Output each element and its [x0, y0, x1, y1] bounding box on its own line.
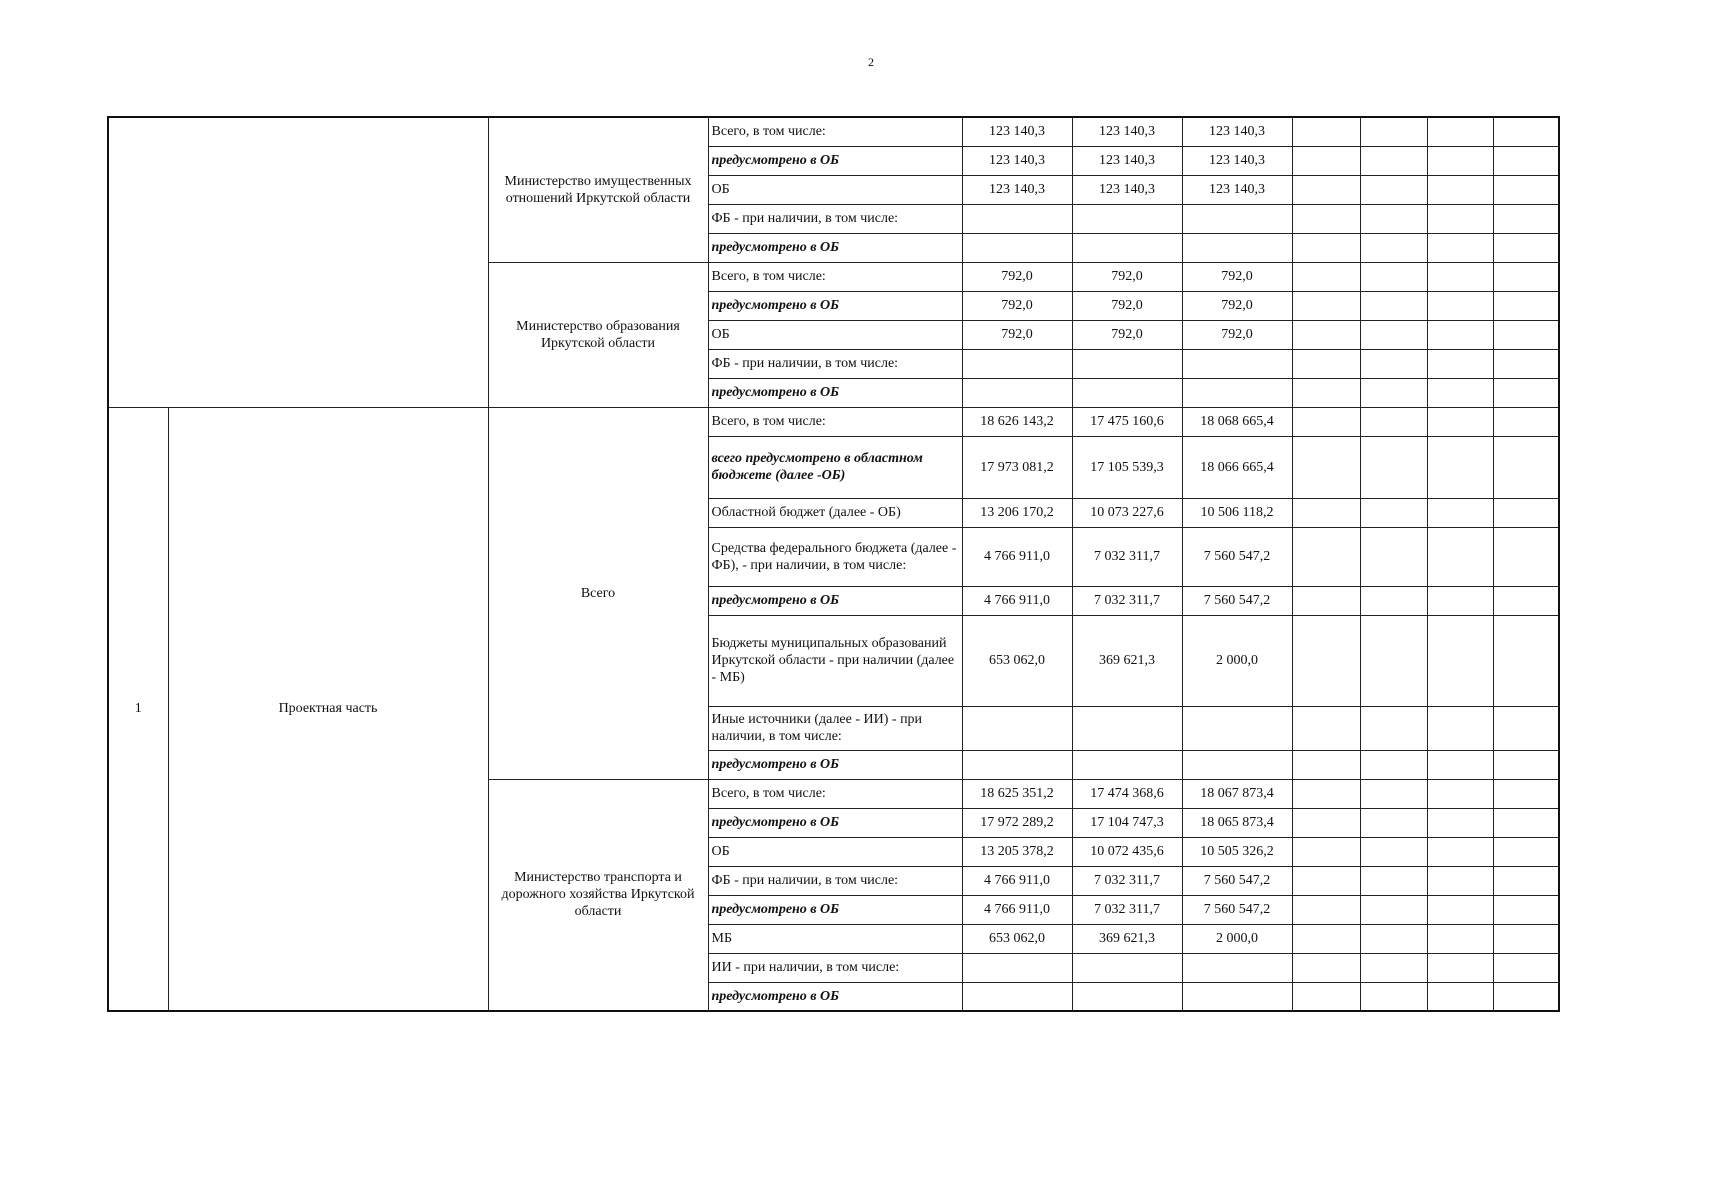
empty-cell [1493, 779, 1559, 808]
empty-cell [1493, 349, 1559, 378]
empty-cell [1493, 586, 1559, 615]
row-label: Средства федерального бюджета (далее - ФБ), - при наличии, в том числе: [708, 527, 962, 586]
row-label: Всего, в том числе: [708, 117, 962, 146]
empty-cell [1292, 349, 1360, 378]
value-cell [1182, 233, 1292, 262]
value-cell [962, 204, 1072, 233]
value-cell [962, 233, 1072, 262]
value-cell: 10 506 118,2 [1182, 498, 1292, 527]
empty-cell [1427, 615, 1493, 706]
value-cell [1072, 349, 1182, 378]
value-cell: 17 105 539,3 [1072, 436, 1182, 498]
empty-cell [1292, 527, 1360, 586]
value-cell: 123 140,3 [962, 117, 1072, 146]
empty-cell [1292, 291, 1360, 320]
empty-cell [1292, 866, 1360, 895]
value-cell: 13 205 378,2 [962, 837, 1072, 866]
row-label: предусмотрено в ОБ [708, 146, 962, 175]
empty-cell [1493, 204, 1559, 233]
empty-cell [1360, 378, 1427, 407]
value-cell: 123 140,3 [1182, 146, 1292, 175]
value-cell: 792,0 [1072, 262, 1182, 291]
value-cell: 123 140,3 [1072, 117, 1182, 146]
empty-cell [1292, 233, 1360, 262]
empty-cell [1493, 982, 1559, 1011]
empty-cell [1427, 175, 1493, 204]
value-cell: 4 766 911,0 [962, 527, 1072, 586]
row-label: предусмотрено в ОБ [708, 586, 962, 615]
empty-cell [1493, 615, 1559, 706]
empty-cell [1427, 262, 1493, 291]
row-label: ФБ - при наличии, в том числе: [708, 204, 962, 233]
empty-cell [1360, 146, 1427, 175]
row-label: ФБ - при наличии, в том числе: [708, 866, 962, 895]
empty-cell [1360, 320, 1427, 349]
table-row [108, 117, 1559, 146]
value-cell: 7 032 311,7 [1072, 527, 1182, 586]
value-cell: 17 973 081,2 [962, 436, 1072, 498]
empty-cell [1360, 527, 1427, 586]
empty-cell [1360, 779, 1427, 808]
empty-cell [1427, 527, 1493, 586]
empty-cell [1292, 808, 1360, 837]
empty-cell [1292, 320, 1360, 349]
value-cell [1182, 349, 1292, 378]
value-cell: 7 032 311,7 [1072, 895, 1182, 924]
empty-cell [1360, 117, 1427, 146]
empty-cell [1360, 706, 1427, 750]
empty-cell [1493, 378, 1559, 407]
empty-cell [1493, 750, 1559, 779]
empty-cell [1360, 407, 1427, 436]
row-label: Всего, в том числе: [708, 407, 962, 436]
empty-cell [1292, 117, 1360, 146]
value-cell: 123 140,3 [962, 175, 1072, 204]
value-cell: 369 621,3 [1072, 615, 1182, 706]
value-cell [1072, 233, 1182, 262]
value-cell [1182, 750, 1292, 779]
value-cell: 653 062,0 [962, 615, 1072, 706]
empty-cell [1493, 175, 1559, 204]
empty-header-cell [108, 117, 488, 407]
empty-cell [1427, 117, 1493, 146]
value-cell: 18 625 351,2 [962, 779, 1072, 808]
empty-cell [1360, 349, 1427, 378]
value-cell: 792,0 [962, 262, 1072, 291]
value-cell: 792,0 [962, 291, 1072, 320]
entity-name: Всего [488, 407, 708, 779]
empty-cell [1493, 436, 1559, 498]
empty-cell [1493, 808, 1559, 837]
value-cell: 792,0 [1072, 320, 1182, 349]
value-cell: 17 104 747,3 [1072, 808, 1182, 837]
empty-cell [1493, 146, 1559, 175]
empty-cell [1292, 407, 1360, 436]
empty-cell [1360, 233, 1427, 262]
empty-cell [1427, 866, 1493, 895]
empty-cell [1493, 320, 1559, 349]
empty-cell [1427, 779, 1493, 808]
empty-cell [1360, 436, 1427, 498]
value-cell: 7 560 547,2 [1182, 895, 1292, 924]
section-number: 1 [108, 407, 168, 1011]
empty-cell [1427, 924, 1493, 953]
row-label: Иные источники (далее - ИИ) - при наличии, в том числе: [708, 706, 962, 750]
empty-cell [1292, 378, 1360, 407]
empty-cell [1292, 262, 1360, 291]
row-label: ОБ [708, 320, 962, 349]
empty-cell [1427, 808, 1493, 837]
row-label: Областной бюджет (далее - ОБ) [708, 498, 962, 527]
empty-cell [1427, 349, 1493, 378]
empty-cell [1427, 407, 1493, 436]
empty-cell [1360, 808, 1427, 837]
empty-cell [1493, 837, 1559, 866]
value-cell: 4 766 911,0 [962, 866, 1072, 895]
empty-cell [1493, 498, 1559, 527]
empty-cell [1427, 291, 1493, 320]
value-cell: 123 140,3 [1072, 175, 1182, 204]
empty-cell [1360, 498, 1427, 527]
value-cell: 653 062,0 [962, 924, 1072, 953]
value-cell: 10 073 227,6 [1072, 498, 1182, 527]
value-cell [962, 982, 1072, 1011]
empty-cell [1292, 779, 1360, 808]
row-label: Бюджеты муниципальных образований Иркутской области - при наличии (далее - МБ) [708, 615, 962, 706]
empty-cell [1360, 866, 1427, 895]
value-cell: 7 032 311,7 [1072, 866, 1182, 895]
row-label: предусмотрено в ОБ [708, 982, 962, 1011]
empty-cell [1427, 320, 1493, 349]
row-label: предусмотрено в ОБ [708, 895, 962, 924]
empty-cell [1427, 706, 1493, 750]
value-cell: 4 766 911,0 [962, 895, 1072, 924]
value-cell: 7 560 547,2 [1182, 527, 1292, 586]
value-cell: 792,0 [1182, 320, 1292, 349]
row-label: предусмотрено в ОБ [708, 378, 962, 407]
empty-cell [1427, 436, 1493, 498]
empty-cell [1493, 262, 1559, 291]
value-cell: 123 140,3 [1072, 146, 1182, 175]
empty-cell [1360, 837, 1427, 866]
value-cell: 7 560 547,2 [1182, 866, 1292, 895]
value-cell [962, 349, 1072, 378]
empty-cell [1292, 175, 1360, 204]
entity-name: Министерство образования Иркутской области [488, 262, 708, 407]
empty-cell [1427, 233, 1493, 262]
empty-cell [1427, 204, 1493, 233]
row-label: предусмотрено в ОБ [708, 233, 962, 262]
value-cell: 792,0 [1182, 262, 1292, 291]
funding-table [107, 116, 1560, 1012]
row-label: всего предусмотрено в областном бюджете (далее -ОБ) [708, 436, 962, 498]
empty-cell [1493, 407, 1559, 436]
row-label: Всего, в том числе: [708, 779, 962, 808]
table-body [108, 117, 1559, 1011]
value-cell [1072, 378, 1182, 407]
empty-cell [1292, 615, 1360, 706]
entity-name: Министерство транспорта и дорожного хозяйства Иркутской области [488, 779, 708, 1011]
value-cell [1182, 378, 1292, 407]
empty-cell [1360, 982, 1427, 1011]
value-cell: 18 065 873,4 [1182, 808, 1292, 837]
table-row [108, 407, 1559, 436]
empty-cell [1427, 498, 1493, 527]
value-cell: 18 067 873,4 [1182, 779, 1292, 808]
empty-cell [1427, 895, 1493, 924]
empty-cell [1360, 615, 1427, 706]
row-label: ИИ - при наличии, в том числе: [708, 953, 962, 982]
empty-cell [1292, 586, 1360, 615]
empty-cell [1360, 586, 1427, 615]
value-cell [1072, 750, 1182, 779]
value-cell [1182, 982, 1292, 1011]
value-cell: 18 066 665,4 [1182, 436, 1292, 498]
value-cell: 17 475 160,6 [1072, 407, 1182, 436]
empty-cell [1427, 837, 1493, 866]
value-cell [1072, 982, 1182, 1011]
value-cell: 2 000,0 [1182, 615, 1292, 706]
row-label: предусмотрено в ОБ [708, 291, 962, 320]
empty-cell [1493, 706, 1559, 750]
empty-cell [1427, 982, 1493, 1011]
empty-cell [1493, 866, 1559, 895]
value-cell [962, 750, 1072, 779]
empty-cell [1360, 175, 1427, 204]
empty-cell [1427, 146, 1493, 175]
value-cell: 2 000,0 [1182, 924, 1292, 953]
value-cell [1182, 706, 1292, 750]
empty-cell [1360, 953, 1427, 982]
value-cell [1182, 953, 1292, 982]
value-cell [962, 953, 1072, 982]
value-cell: 4 766 911,0 [962, 586, 1072, 615]
empty-cell [1292, 982, 1360, 1011]
empty-cell [1292, 953, 1360, 982]
value-cell: 123 140,3 [1182, 175, 1292, 204]
empty-cell [1292, 895, 1360, 924]
empty-cell [1360, 750, 1427, 779]
empty-cell [1360, 291, 1427, 320]
empty-cell [1292, 436, 1360, 498]
empty-cell [1292, 750, 1360, 779]
value-cell: 13 206 170,2 [962, 498, 1072, 527]
row-label: ОБ [708, 837, 962, 866]
empty-cell [1427, 750, 1493, 779]
value-cell: 10 072 435,6 [1072, 837, 1182, 866]
value-cell: 17 474 368,6 [1072, 779, 1182, 808]
value-cell: 792,0 [1072, 291, 1182, 320]
row-label: ОБ [708, 175, 962, 204]
value-cell: 18 068 665,4 [1182, 407, 1292, 436]
empty-cell [1360, 895, 1427, 924]
value-cell: 792,0 [1182, 291, 1292, 320]
empty-cell [1360, 204, 1427, 233]
empty-cell [1493, 924, 1559, 953]
value-cell: 7 560 547,2 [1182, 586, 1292, 615]
value-cell: 123 140,3 [962, 146, 1072, 175]
value-cell: 18 626 143,2 [962, 407, 1072, 436]
value-cell [962, 706, 1072, 750]
value-cell: 369 621,3 [1072, 924, 1182, 953]
value-cell [1182, 204, 1292, 233]
row-label: ФБ - при наличии, в том числе: [708, 349, 962, 378]
value-cell [1072, 204, 1182, 233]
empty-cell [1493, 233, 1559, 262]
value-cell [1072, 953, 1182, 982]
empty-cell [1493, 291, 1559, 320]
empty-cell [1360, 924, 1427, 953]
value-cell: 792,0 [962, 320, 1072, 349]
row-label: МБ [708, 924, 962, 953]
empty-cell [1292, 498, 1360, 527]
value-cell: 7 032 311,7 [1072, 586, 1182, 615]
value-cell [962, 378, 1072, 407]
value-cell: 17 972 289,2 [962, 808, 1072, 837]
empty-cell [1427, 378, 1493, 407]
empty-cell [1360, 262, 1427, 291]
row-label: предусмотрено в ОБ [708, 750, 962, 779]
entity-name: Министерство имущественных отношений Иркутской области [488, 117, 708, 262]
empty-cell [1493, 895, 1559, 924]
page-number: 2 [868, 55, 874, 69]
empty-cell [1493, 117, 1559, 146]
section-title: Проектная часть [168, 407, 488, 1011]
empty-cell [1292, 706, 1360, 750]
value-cell: 123 140,3 [1182, 117, 1292, 146]
empty-cell [1292, 146, 1360, 175]
empty-cell [1427, 586, 1493, 615]
value-cell: 10 505 326,2 [1182, 837, 1292, 866]
value-cell [1072, 706, 1182, 750]
row-label: предусмотрено в ОБ [708, 808, 962, 837]
empty-cell [1292, 837, 1360, 866]
row-label: Всего, в том числе: [708, 262, 962, 291]
empty-cell [1292, 204, 1360, 233]
empty-cell [1292, 924, 1360, 953]
empty-cell [1493, 953, 1559, 982]
empty-cell [1493, 527, 1559, 586]
empty-cell [1427, 953, 1493, 982]
